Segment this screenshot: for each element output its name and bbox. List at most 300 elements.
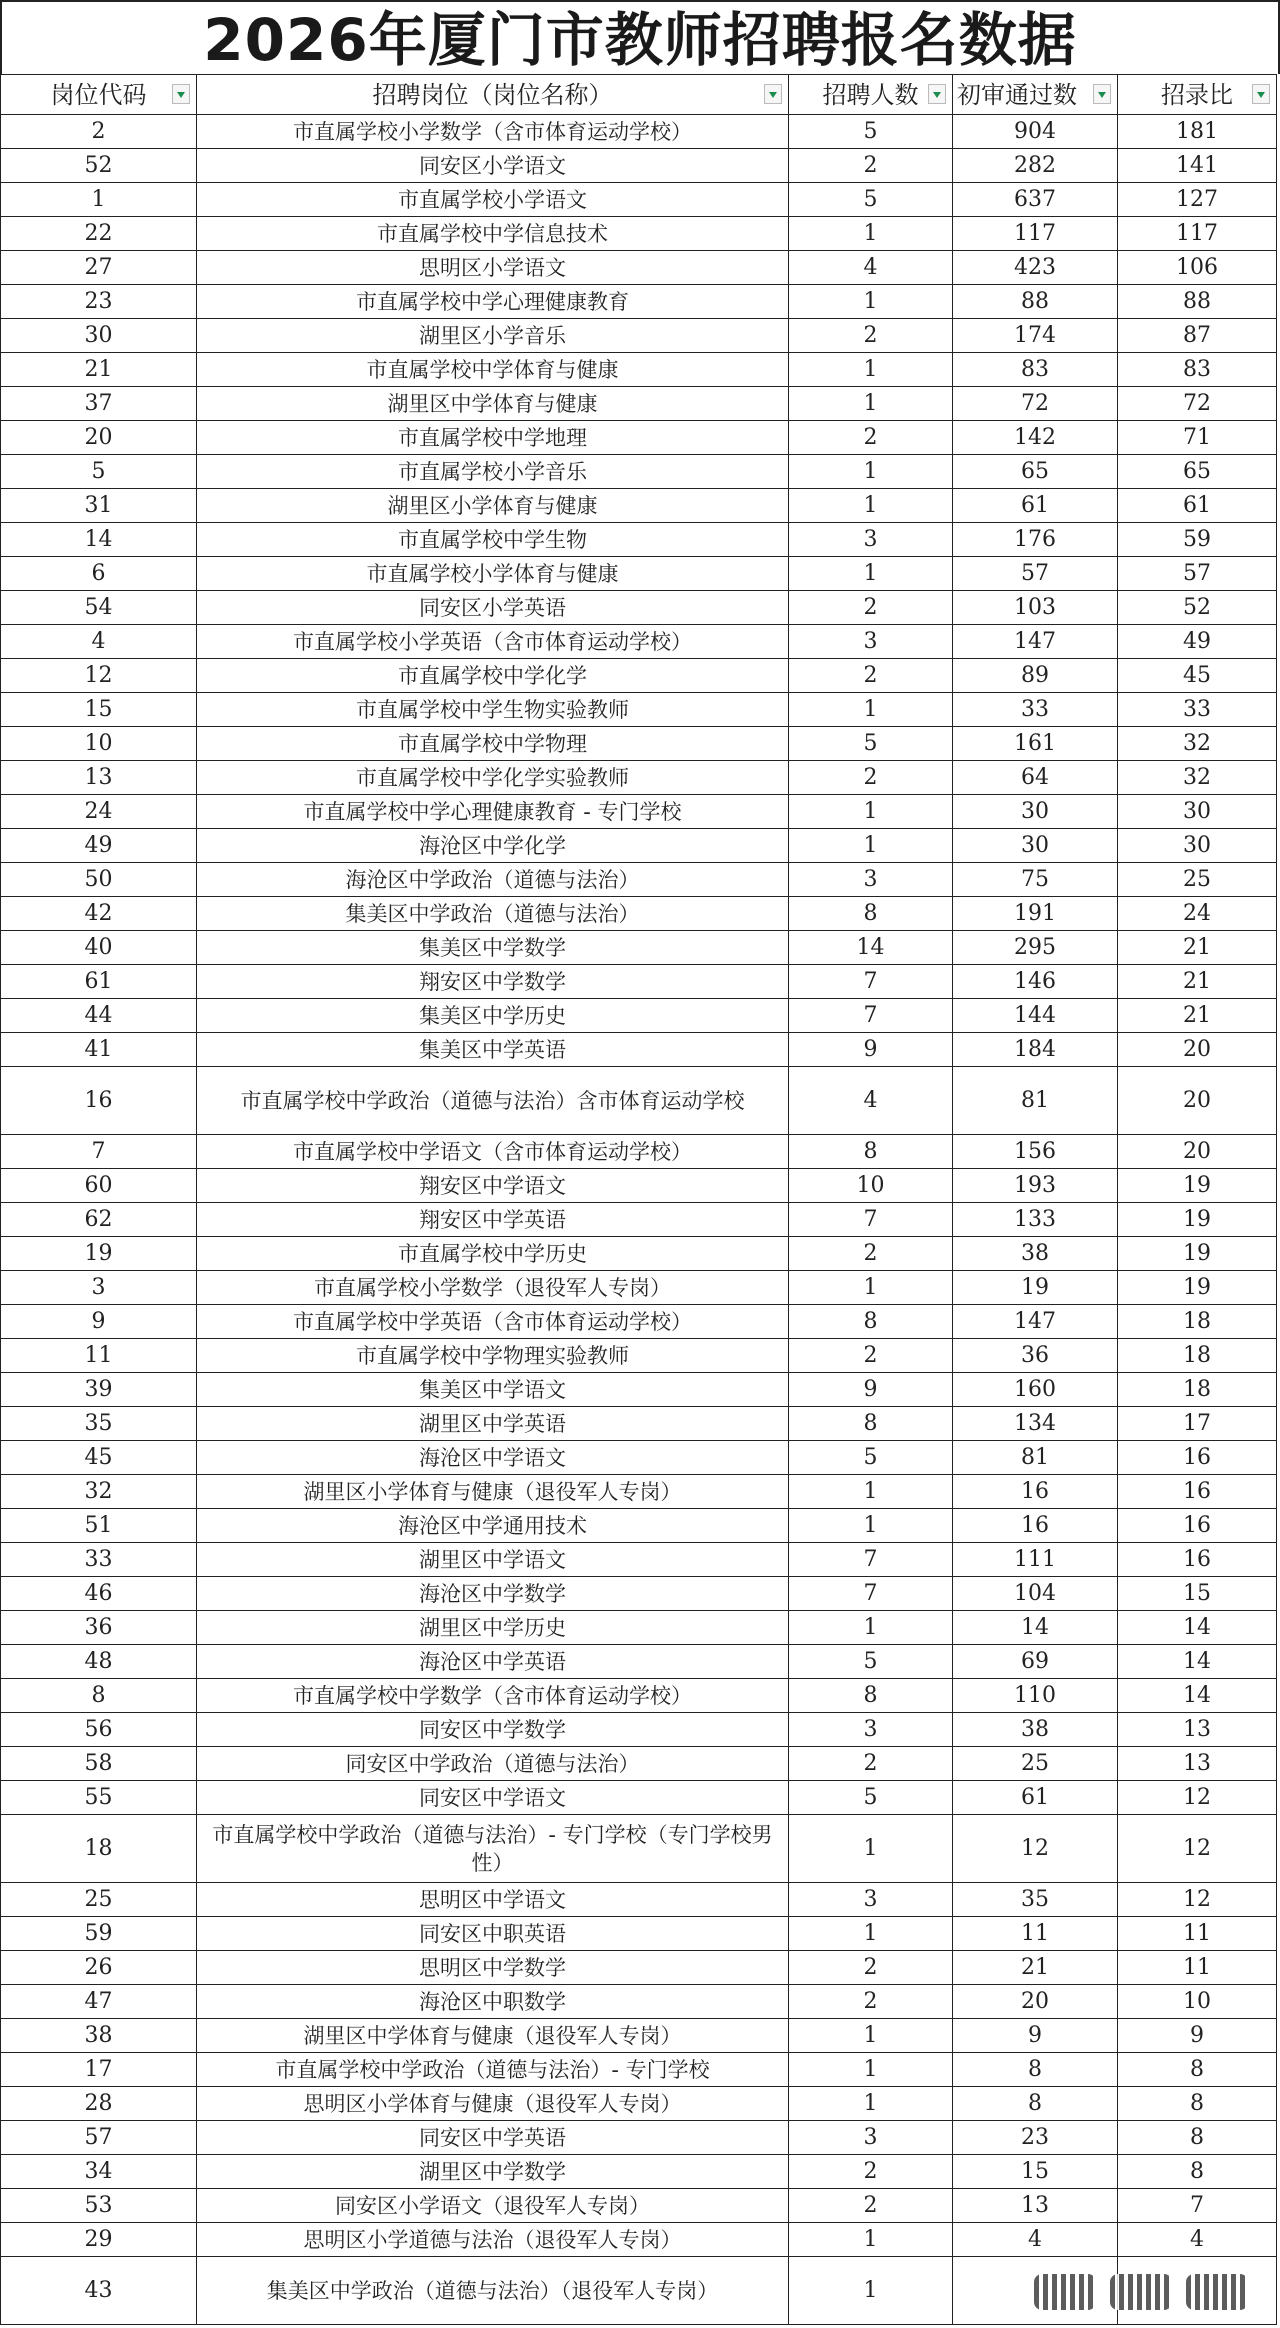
cell-passed-count: 72 bbox=[953, 387, 1118, 421]
table-row bbox=[1, 353, 1277, 387]
cell-hire-count: 10 bbox=[789, 1169, 953, 1203]
cell-ratio: 10 bbox=[1118, 1985, 1277, 2019]
cell-position: 同安区中职英语 bbox=[197, 1917, 789, 1951]
cell-hire-count: 1 bbox=[789, 693, 953, 727]
cell-ratio: 18 bbox=[1118, 1373, 1277, 1407]
cell-passed-count: 61 bbox=[953, 1781, 1118, 1815]
cell-hire-count: 2 bbox=[789, 659, 953, 693]
cell-position: 湖里区中学英语 bbox=[197, 1407, 789, 1441]
cell-position: 市直属学校中学物理实验教师 bbox=[197, 1339, 789, 1373]
cell-position: 同安区小学英语 bbox=[197, 591, 789, 625]
cell-code: 29 bbox=[1, 2223, 197, 2257]
header-label: 招录比 bbox=[1161, 80, 1233, 109]
filter-dropdown-icon[interactable] bbox=[764, 84, 782, 104]
cell-code: 48 bbox=[1, 1645, 197, 1679]
cell-hire-count: 1 bbox=[789, 285, 953, 319]
table-row bbox=[1, 1509, 1277, 1543]
table-row bbox=[1, 489, 1277, 523]
table-row bbox=[1, 319, 1277, 353]
cell-position: 翔安区中学语文 bbox=[197, 1169, 789, 1203]
table-row bbox=[1, 1611, 1277, 1645]
cell-code: 30 bbox=[1, 319, 197, 353]
cell-ratio: 21 bbox=[1118, 965, 1277, 999]
cell-code: 25 bbox=[1, 1883, 197, 1917]
cell-ratio: 11 bbox=[1118, 1951, 1277, 1985]
cell-position: 市直属学校中学英语（含市体育运动学校） bbox=[197, 1305, 789, 1339]
header-code bbox=[1, 75, 197, 115]
table-row bbox=[1, 2087, 1277, 2121]
cell-hire-count: 7 bbox=[789, 1577, 953, 1611]
recruitment-table bbox=[0, 74, 1277, 2325]
cell-hire-count: 1 bbox=[789, 1815, 953, 1883]
header-label: 招聘岗位（岗位名称） bbox=[372, 80, 613, 109]
cell-hire-count: 8 bbox=[789, 1679, 953, 1713]
cell-passed-count: 38 bbox=[953, 1713, 1118, 1747]
cell-ratio: 16 bbox=[1118, 1475, 1277, 1509]
cell-hire-count: 7 bbox=[789, 999, 953, 1033]
cell-code: 14 bbox=[1, 523, 197, 557]
cell-code: 26 bbox=[1, 1951, 197, 1985]
cell-position: 海沧区中学通用技术 bbox=[197, 1509, 789, 1543]
cell-code: 53 bbox=[1, 2189, 197, 2223]
filter-dropdown-icon[interactable] bbox=[928, 84, 946, 104]
cell-code: 31 bbox=[1, 489, 197, 523]
cell-hire-count: 1 bbox=[789, 455, 953, 489]
cell-position: 思明区小学语文 bbox=[197, 251, 789, 285]
cell-ratio: 57 bbox=[1118, 557, 1277, 591]
cell-code: 61 bbox=[1, 965, 197, 999]
cell-passed-count: 36 bbox=[953, 1339, 1118, 1373]
cell-code: 54 bbox=[1, 591, 197, 625]
cell-hire-count: 3 bbox=[789, 1883, 953, 1917]
cell-code: 45 bbox=[1, 1441, 197, 1475]
cell-position: 思明区中学语文 bbox=[197, 1883, 789, 1917]
cell-hire-count: 1 bbox=[789, 2087, 953, 2121]
filter-dropdown-icon[interactable] bbox=[1252, 84, 1270, 104]
cell-ratio: 18 bbox=[1118, 1339, 1277, 1373]
cell-hire-count: 4 bbox=[789, 1067, 953, 1135]
cell-ratio: 24 bbox=[1118, 897, 1277, 931]
header-passed-count bbox=[953, 75, 1118, 115]
cell-hire-count: 3 bbox=[789, 2121, 953, 2155]
cell-hire-count: 1 bbox=[789, 217, 953, 251]
cell-code: 55 bbox=[1, 1781, 197, 1815]
table-row bbox=[1, 1033, 1277, 1067]
cell-code: 39 bbox=[1, 1373, 197, 1407]
cell-code: 28 bbox=[1, 2087, 197, 2121]
cell-position: 湖里区中学数学 bbox=[197, 2155, 789, 2189]
cell-position: 海沧区中学政治（道德与法治） bbox=[197, 863, 789, 897]
cell-code: 20 bbox=[1, 421, 197, 455]
cell-ratio: 21 bbox=[1118, 931, 1277, 965]
table-row bbox=[1, 285, 1277, 319]
cell-ratio: 9 bbox=[1118, 2019, 1277, 2053]
cell-position: 市直属学校中学化学实验教师 bbox=[197, 761, 789, 795]
cell-hire-count: 1 bbox=[789, 1611, 953, 1645]
table-row bbox=[1, 693, 1277, 727]
header-position bbox=[197, 75, 789, 115]
table-row bbox=[1, 557, 1277, 591]
cell-code: 58 bbox=[1, 1747, 197, 1781]
table-row bbox=[1, 1815, 1277, 1883]
cell-ratio: 13 bbox=[1118, 1747, 1277, 1781]
cell-position: 市直属学校中学政治（道德与法治）- 专门学校 bbox=[197, 2053, 789, 2087]
cell-position: 湖里区小学音乐 bbox=[197, 319, 789, 353]
cell-ratio: 19 bbox=[1118, 1169, 1277, 1203]
cell-position: 海沧区中学数学 bbox=[197, 1577, 789, 1611]
table-row bbox=[1, 1985, 1277, 2019]
cell-code: 50 bbox=[1, 863, 197, 897]
cell-position: 市直属学校中学体育与健康 bbox=[197, 353, 789, 387]
table-row bbox=[1, 387, 1277, 421]
cell-position: 海沧区中职数学 bbox=[197, 1985, 789, 2019]
cell-code: 52 bbox=[1, 149, 197, 183]
cell-position: 市直属学校中学语文（含市体育运动学校） bbox=[197, 1135, 789, 1169]
cell-passed-count: 11 bbox=[953, 1917, 1118, 1951]
cell-code: 10 bbox=[1, 727, 197, 761]
cell-passed-count: 12 bbox=[953, 1815, 1118, 1883]
cell-ratio: 14 bbox=[1118, 1645, 1277, 1679]
cell-position: 市直属学校中学政治（道德与法治）含市体育运动学校 bbox=[197, 1067, 789, 1135]
cell-code: 36 bbox=[1, 1611, 197, 1645]
cell-hire-count: 1 bbox=[789, 829, 953, 863]
cell-passed-count: 147 bbox=[953, 625, 1118, 659]
table-row bbox=[1, 1271, 1277, 1305]
cell-position: 同安区中学英语 bbox=[197, 2121, 789, 2155]
table-row bbox=[1, 795, 1277, 829]
cell-position: 集美区中学数学 bbox=[197, 931, 789, 965]
table-row bbox=[1, 1645, 1277, 1679]
cell-position: 集美区中学历史 bbox=[197, 999, 789, 1033]
cell-hire-count: 5 bbox=[789, 115, 953, 149]
cell-ratio: 141 bbox=[1118, 149, 1277, 183]
table-row bbox=[1, 1237, 1277, 1271]
table-row bbox=[1, 217, 1277, 251]
cell-code: 5 bbox=[1, 455, 197, 489]
cell-passed-count: 295 bbox=[953, 931, 1118, 965]
table-row bbox=[1, 2019, 1277, 2053]
cell-ratio: 12 bbox=[1118, 1781, 1277, 1815]
cell-position: 市直属学校小学体育与健康 bbox=[197, 557, 789, 591]
cell-passed-count: 110 bbox=[953, 1679, 1118, 1713]
cell-ratio: 8 bbox=[1118, 2155, 1277, 2189]
cell-position: 同安区小学语文（退役军人专岗） bbox=[197, 2189, 789, 2223]
header-ratio bbox=[1118, 75, 1277, 115]
cell-ratio: 52 bbox=[1118, 591, 1277, 625]
cell-passed-count: 64 bbox=[953, 761, 1118, 795]
cell-position: 市直属学校中学物理 bbox=[197, 727, 789, 761]
cell-ratio: 30 bbox=[1118, 829, 1277, 863]
cell-ratio: 19 bbox=[1118, 1237, 1277, 1271]
cell-code: 56 bbox=[1, 1713, 197, 1747]
table-row bbox=[1, 455, 1277, 489]
cell-hire-count: 2 bbox=[789, 591, 953, 625]
cell-code: 16 bbox=[1, 1067, 197, 1135]
cell-ratio: 16 bbox=[1118, 1441, 1277, 1475]
cell-passed-count: 25 bbox=[953, 1747, 1118, 1781]
cell-code: 12 bbox=[1, 659, 197, 693]
cell-position: 同安区中学数学 bbox=[197, 1713, 789, 1747]
cell-code: 43 bbox=[1, 2257, 197, 2325]
table-row bbox=[1, 863, 1277, 897]
cell-hire-count: 1 bbox=[789, 489, 953, 523]
cell-hire-count: 5 bbox=[789, 727, 953, 761]
cell-code: 23 bbox=[1, 285, 197, 319]
cell-ratio: 12 bbox=[1118, 1815, 1277, 1883]
cell-ratio: 4 bbox=[1118, 2223, 1277, 2257]
cell-ratio: 8 bbox=[1118, 2087, 1277, 2121]
table-row bbox=[1, 897, 1277, 931]
cell-position: 同安区中学政治（道德与法治） bbox=[197, 1747, 789, 1781]
cell-hire-count: 8 bbox=[789, 1305, 953, 1339]
cell-ratio: 14 bbox=[1118, 1611, 1277, 1645]
table-row bbox=[1, 965, 1277, 999]
cell-ratio: 87 bbox=[1118, 319, 1277, 353]
cell-position: 思明区小学道德与法治（退役军人专岗） bbox=[197, 2223, 789, 2257]
table-row bbox=[1, 1305, 1277, 1339]
cell-code: 33 bbox=[1, 1543, 197, 1577]
table-row bbox=[1, 149, 1277, 183]
cell-hire-count: 3 bbox=[789, 523, 953, 557]
cell-ratio: 21 bbox=[1118, 999, 1277, 1033]
cell-hire-count: 5 bbox=[789, 1781, 953, 1815]
cell-ratio: 59 bbox=[1118, 523, 1277, 557]
table-row bbox=[1, 1917, 1277, 1951]
cell-passed-count: 134 bbox=[953, 1407, 1118, 1441]
cell-passed-count: 16 bbox=[953, 1475, 1118, 1509]
cell-passed-count: 21 bbox=[953, 1951, 1118, 1985]
cell-position: 湖里区中学体育与健康 bbox=[197, 387, 789, 421]
cell-position: 市直属学校中学生物 bbox=[197, 523, 789, 557]
cell-code: 17 bbox=[1, 2053, 197, 2087]
cell-position: 市直属学校中学信息技术 bbox=[197, 217, 789, 251]
cell-position: 市直属学校中学心理健康教育 bbox=[197, 285, 789, 319]
header-row bbox=[1, 75, 1277, 115]
cell-hire-count: 1 bbox=[789, 795, 953, 829]
cell-passed-count: 65 bbox=[953, 455, 1118, 489]
cell-code: 51 bbox=[1, 1509, 197, 1543]
cell-passed-count: 30 bbox=[953, 829, 1118, 863]
cell-hire-count: 1 bbox=[789, 557, 953, 591]
cell-ratio: 181 bbox=[1118, 115, 1277, 149]
cell-code: 35 bbox=[1, 1407, 197, 1441]
cell-hire-count: 3 bbox=[789, 1713, 953, 1747]
cell-hire-count: 2 bbox=[789, 149, 953, 183]
cell-passed-count: 142 bbox=[953, 421, 1118, 455]
table-row bbox=[1, 591, 1277, 625]
cell-position: 市直属学校小学英语（含市体育运动学校） bbox=[197, 625, 789, 659]
cell-passed-count: 184 bbox=[953, 1033, 1118, 1067]
cell-hire-count: 5 bbox=[789, 183, 953, 217]
cell-passed-count: 20 bbox=[953, 1985, 1118, 2019]
cell-ratio: 20 bbox=[1118, 1033, 1277, 1067]
cell-code: 37 bbox=[1, 387, 197, 421]
cell-ratio: 30 bbox=[1118, 795, 1277, 829]
table-row bbox=[1, 761, 1277, 795]
cell-passed-count: 8 bbox=[953, 2053, 1118, 2087]
header-label: 初审通过数 bbox=[957, 80, 1077, 109]
cell-ratio: 16 bbox=[1118, 1509, 1277, 1543]
cell-position: 同安区小学语文 bbox=[197, 149, 789, 183]
cell-hire-count: 2 bbox=[789, 1339, 953, 1373]
cell-code: 8 bbox=[1, 1679, 197, 1713]
table-row bbox=[1, 1951, 1277, 1985]
cell-ratio: 19 bbox=[1118, 1203, 1277, 1237]
cell-hire-count: 2 bbox=[789, 2189, 953, 2223]
header-label: 招聘人数 bbox=[822, 80, 919, 109]
cell-passed-count: 117 bbox=[953, 217, 1118, 251]
table-row bbox=[1, 727, 1277, 761]
cell-code: 9 bbox=[1, 1305, 197, 1339]
cell-passed-count: 174 bbox=[953, 319, 1118, 353]
cell-passed-count: 30 bbox=[953, 795, 1118, 829]
table-row bbox=[1, 1543, 1277, 1577]
table-row bbox=[1, 115, 1277, 149]
cell-passed-count: 13 bbox=[953, 2189, 1118, 2223]
cell-position: 集美区中学英语 bbox=[197, 1033, 789, 1067]
cell-hire-count: 2 bbox=[789, 319, 953, 353]
cell-hire-count: 8 bbox=[789, 897, 953, 931]
cell-code: 49 bbox=[1, 829, 197, 863]
cell-hire-count: 1 bbox=[789, 1475, 953, 1509]
cell-ratio: 33 bbox=[1118, 693, 1277, 727]
cell-hire-count: 5 bbox=[789, 1645, 953, 1679]
cell-passed-count: 156 bbox=[953, 1135, 1118, 1169]
cell-hire-count: 3 bbox=[789, 625, 953, 659]
table-row bbox=[1, 1373, 1277, 1407]
table-row bbox=[1, 1475, 1277, 1509]
cell-position: 市直属学校中学心理健康教育 - 专门学校 bbox=[197, 795, 789, 829]
cell-ratio: 18 bbox=[1118, 1305, 1277, 1339]
cell-position: 市直属学校小学数学（退役军人专岗） bbox=[197, 1271, 789, 1305]
cell-code: 6 bbox=[1, 557, 197, 591]
cell-code: 11 bbox=[1, 1339, 197, 1373]
cell-code: 60 bbox=[1, 1169, 197, 1203]
cell-passed-count: 193 bbox=[953, 1169, 1118, 1203]
cell-code: 42 bbox=[1, 897, 197, 931]
cell-ratio: 65 bbox=[1118, 455, 1277, 489]
cell-ratio: 15 bbox=[1118, 1577, 1277, 1611]
cell-position: 思明区小学体育与健康（退役军人专岗） bbox=[197, 2087, 789, 2121]
cell-ratio: 72 bbox=[1118, 387, 1277, 421]
header-label: 岗位代码 bbox=[50, 80, 147, 109]
cell-position: 湖里区小学体育与健康 bbox=[197, 489, 789, 523]
cell-passed-count: 81 bbox=[953, 1067, 1118, 1135]
table-row bbox=[1, 659, 1277, 693]
table-row bbox=[1, 421, 1277, 455]
cell-position: 同安区中学语文 bbox=[197, 1781, 789, 1815]
cell-code: 15 bbox=[1, 693, 197, 727]
cell-position: 翔安区中学数学 bbox=[197, 965, 789, 999]
cell-code: 40 bbox=[1, 931, 197, 965]
cell-ratio: 13 bbox=[1118, 1713, 1277, 1747]
table-row bbox=[1, 1747, 1277, 1781]
cell-position: 市直属学校中学数学（含市体育运动学校） bbox=[197, 1679, 789, 1713]
cell-hire-count: 1 bbox=[789, 2019, 953, 2053]
cell-position: 市直属学校中学政治（道德与法治）- 专门学校（专门学校男性） bbox=[197, 1815, 789, 1883]
cell-code: 19 bbox=[1, 1237, 197, 1271]
table-row bbox=[1, 1339, 1277, 1373]
cell-hire-count: 1 bbox=[789, 1509, 953, 1543]
cell-position: 海沧区中学语文 bbox=[197, 1441, 789, 1475]
cell-hire-count: 4 bbox=[789, 251, 953, 285]
cell-code: 34 bbox=[1, 2155, 197, 2189]
table-row bbox=[1, 523, 1277, 557]
cell-ratio: 7 bbox=[1118, 2189, 1277, 2223]
filter-dropdown-icon[interactable] bbox=[172, 84, 190, 104]
cell-position: 市直属学校中学历史 bbox=[197, 1237, 789, 1271]
cell-passed-count: 191 bbox=[953, 897, 1118, 931]
cell-position: 湖里区中学语文 bbox=[197, 1543, 789, 1577]
cell-code: 41 bbox=[1, 1033, 197, 1067]
cell-hire-count: 5 bbox=[789, 1441, 953, 1475]
cell-passed-count: 104 bbox=[953, 1577, 1118, 1611]
cell-position: 集美区中学政治（道德与法治） bbox=[197, 897, 789, 931]
cell-hire-count: 7 bbox=[789, 965, 953, 999]
header-hire-count bbox=[789, 75, 953, 115]
cell-ratio: 16 bbox=[1118, 1543, 1277, 1577]
cell-hire-count: 1 bbox=[789, 353, 953, 387]
cell-passed-count: 637 bbox=[953, 183, 1118, 217]
cell-passed-count: 57 bbox=[953, 557, 1118, 591]
table-row bbox=[1, 183, 1277, 217]
cell-ratio: 127 bbox=[1118, 183, 1277, 217]
cell-passed-count: 103 bbox=[953, 591, 1118, 625]
cell-passed-count: 19 bbox=[953, 1271, 1118, 1305]
table-row bbox=[1, 2121, 1277, 2155]
cell-position: 湖里区中学历史 bbox=[197, 1611, 789, 1645]
cell-position: 思明区中学数学 bbox=[197, 1951, 789, 1985]
cell-ratio: 106 bbox=[1118, 251, 1277, 285]
cell-code: 21 bbox=[1, 353, 197, 387]
cell-ratio: 17 bbox=[1118, 1407, 1277, 1441]
cell-passed-count: 147 bbox=[953, 1305, 1118, 1339]
table-row bbox=[1, 2189, 1277, 2223]
table-row bbox=[1, 251, 1277, 285]
cell-hire-count: 9 bbox=[789, 1033, 953, 1067]
cell-hire-count: 14 bbox=[789, 931, 953, 965]
cell-position: 市直属学校中学化学 bbox=[197, 659, 789, 693]
cell-passed-count: 23 bbox=[953, 2121, 1118, 2155]
cell-ratio: 8 bbox=[1118, 2053, 1277, 2087]
cell-passed-count: 83 bbox=[953, 353, 1118, 387]
cell-ratio: 20 bbox=[1118, 1067, 1277, 1135]
table-row bbox=[1, 1169, 1277, 1203]
filter-dropdown-icon[interactable] bbox=[1093, 84, 1111, 104]
table-row bbox=[1, 2053, 1277, 2087]
cell-ratio: 20 bbox=[1118, 1135, 1277, 1169]
cell-hire-count: 8 bbox=[789, 1135, 953, 1169]
table-row bbox=[1, 1067, 1277, 1135]
cell-code: 57 bbox=[1, 2121, 197, 2155]
cell-passed-count: 15 bbox=[953, 2155, 1118, 2189]
cell-position: 市直属学校小学音乐 bbox=[197, 455, 789, 489]
cell-passed-count: 904 bbox=[953, 115, 1118, 149]
cell-hire-count: 9 bbox=[789, 1373, 953, 1407]
cell-code: 59 bbox=[1, 1917, 197, 1951]
cell-passed-count: 35 bbox=[953, 1883, 1118, 1917]
table-row bbox=[1, 1577, 1277, 1611]
cell-ratio: 88 bbox=[1118, 285, 1277, 319]
cell-passed-count: 176 bbox=[953, 523, 1118, 557]
cell-position: 市直属学校中学生物实验教师 bbox=[197, 693, 789, 727]
cell-ratio: 12 bbox=[1118, 1883, 1277, 1917]
cell-code: 7 bbox=[1, 1135, 197, 1169]
cell-position: 海沧区中学化学 bbox=[197, 829, 789, 863]
cell-hire-count: 2 bbox=[789, 1951, 953, 1985]
cell-position: 海沧区中学英语 bbox=[197, 1645, 789, 1679]
cell-hire-count: 1 bbox=[789, 1917, 953, 1951]
